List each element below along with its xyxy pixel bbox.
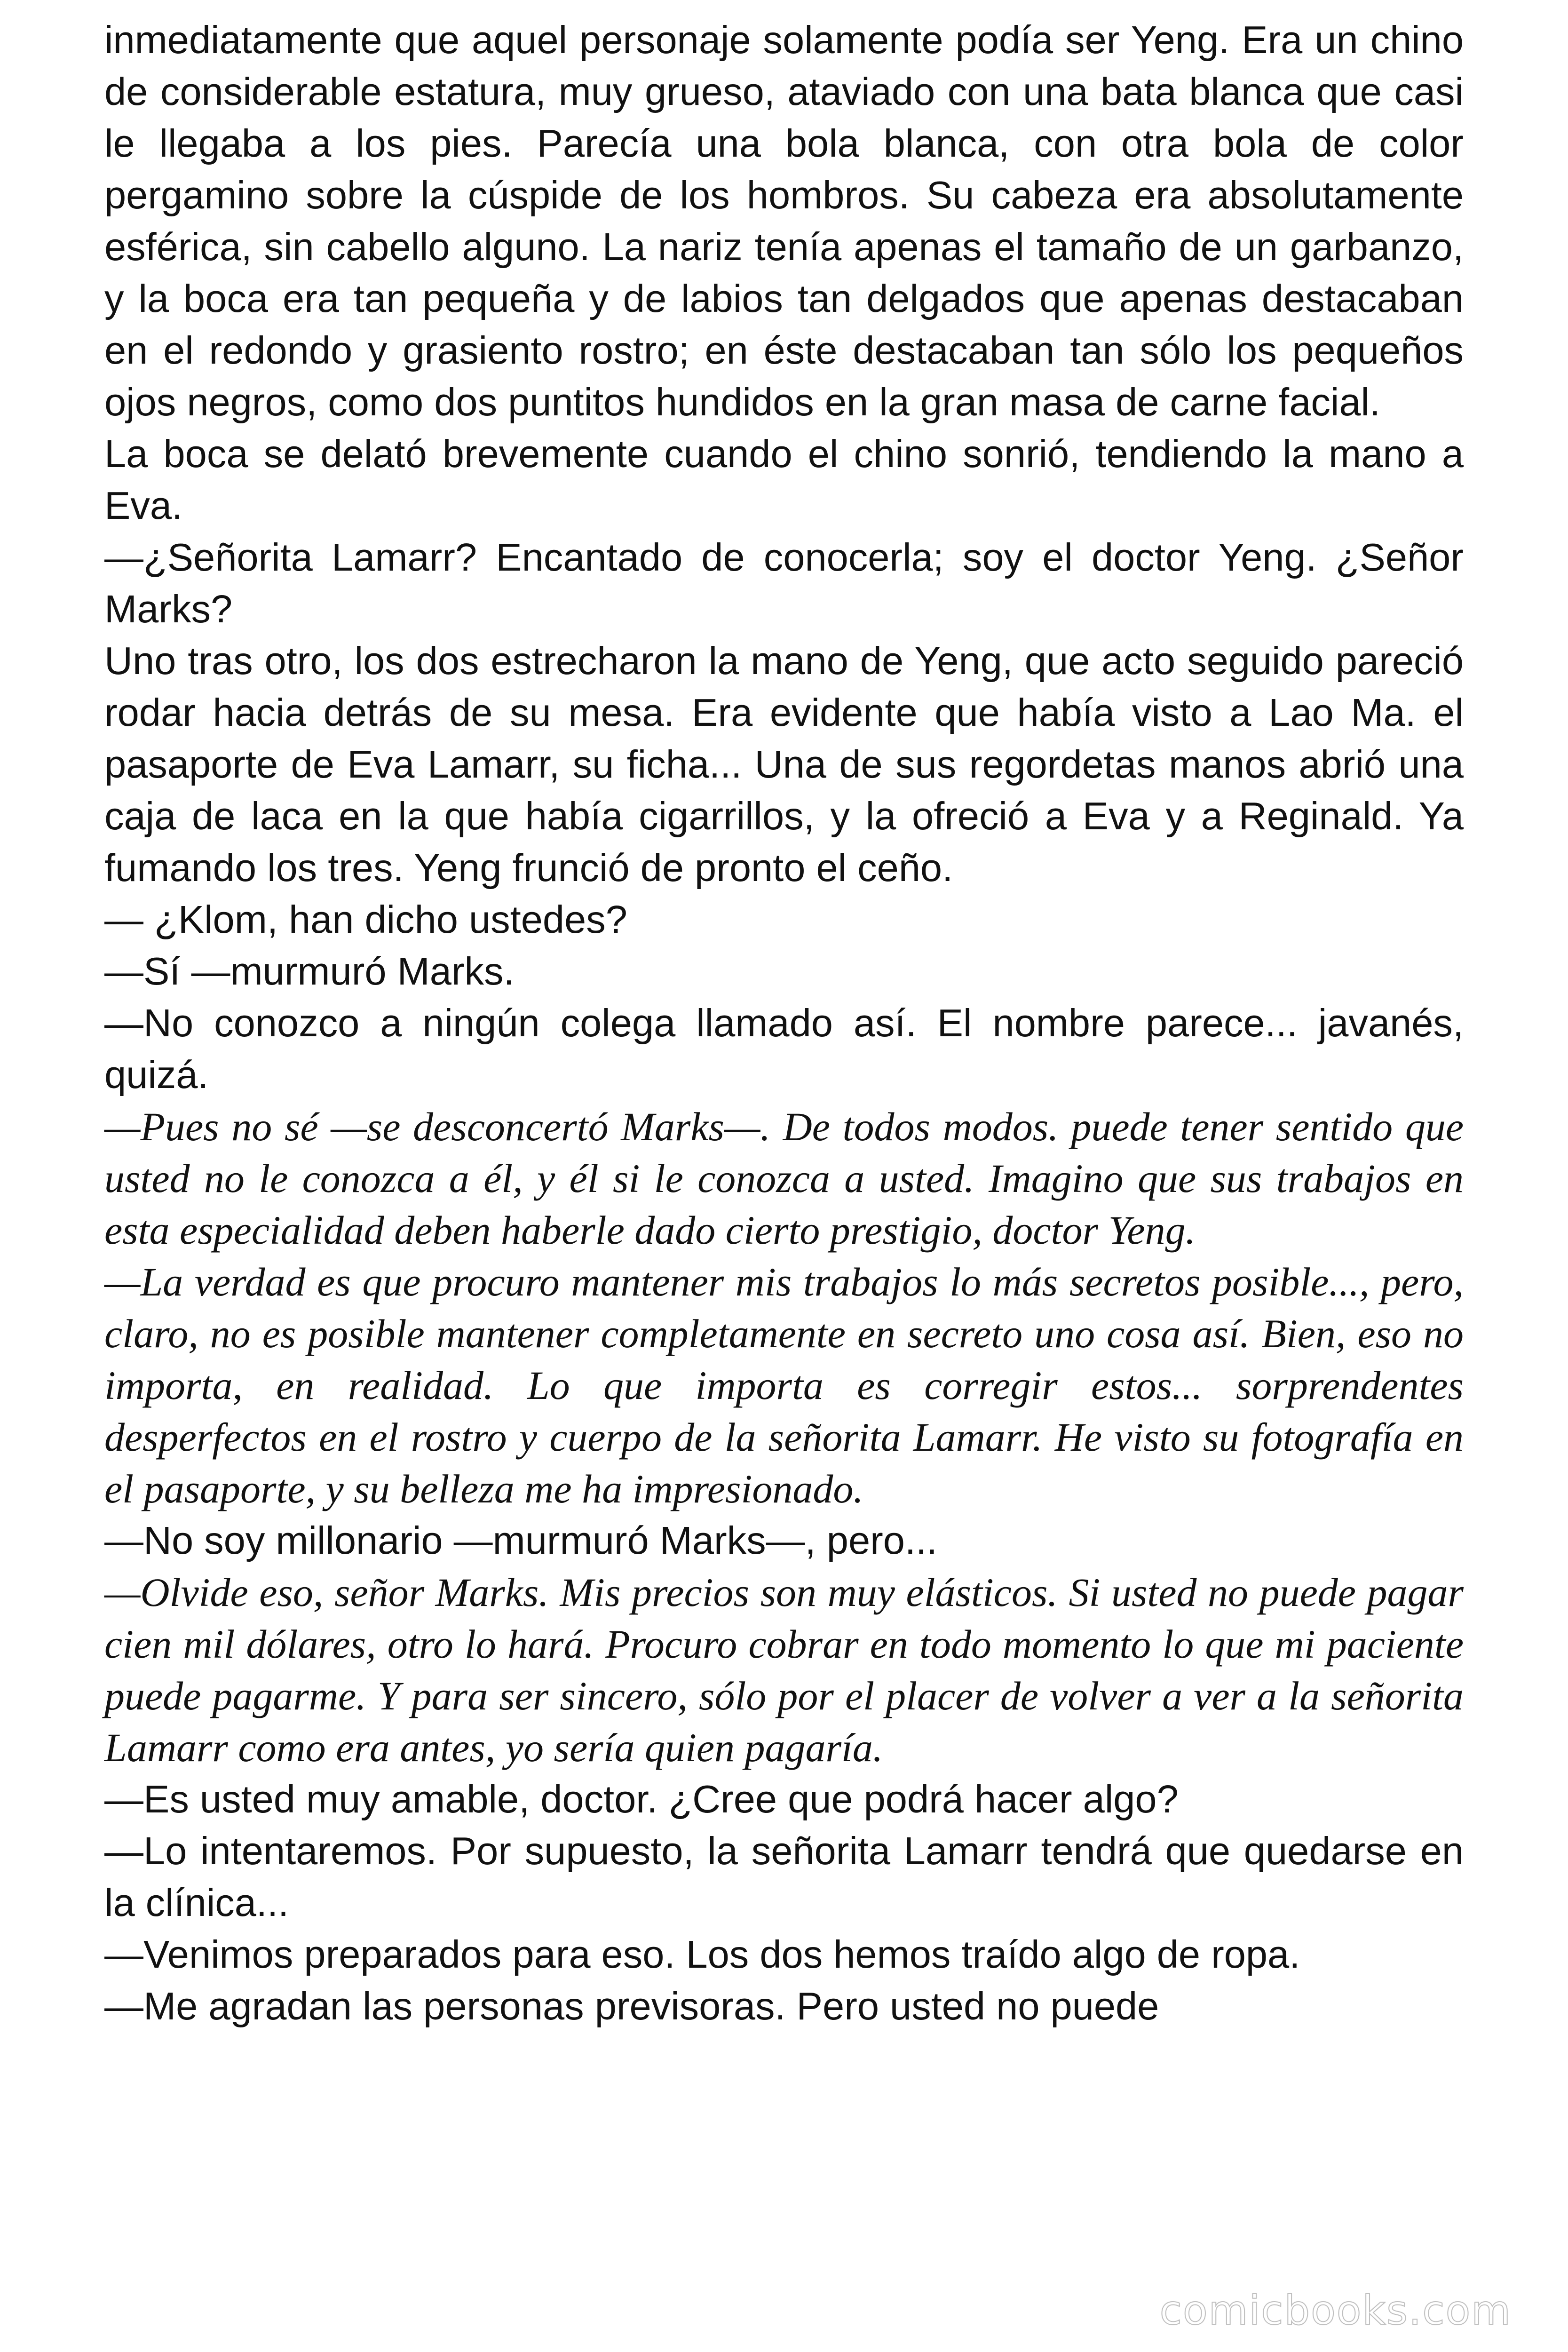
paragraph: —Olvide eso, señor Marks. Mis precios son muy elásticos. Si usted no puede pagar cien mil dólares, otro lo hará. Procuro cobrar en todo momento lo que mi paciente puede pagarme. Y para ser sincero, sólo por el placer de volver a ver a la señorita Lamarr como era antes, yo sería quien pagaría. <box>104 1570 1464 1770</box>
paragraph: —Pues no sé —se desconcertó Marks—. De todos modos. puede tener sentido que usted no le conozca a él, y él si le conozca a usted. Imagino que sus trabajos en esta especialidad deben haberle dado cierto prestigio, doctor Yeng. <box>104 1104 1464 1253</box>
paragraph: —Es usted muy amable, doctor. ¿Cree que podrá hacer algo? <box>104 1777 1179 1821</box>
paragraph: —Sí —murmuró Marks. <box>104 949 515 993</box>
paragraph: Uno tras otro, los dos estrecharon la mano de Yeng, que acto seguido pareció rodar hacia detrás de su mesa. Era evidente que había visto a Lao Ma. el pasaporte de Eva Lamarr, su ficha... Una de sus regordetas manos abrió una caja de laca en la que había cigarrillos, y la ofreció a Eva y a Reginald. Ya fumando los tres. Yeng frunció de pronto el ceño. <box>104 639 1464 890</box>
paragraph: — ¿Klom, han dicho ustedes? <box>104 898 627 941</box>
page-text <box>104 14 1464 2032</box>
paragraph: —No conozco a ningún colega llamado así. El nombre parece... javanés, quizá. <box>104 1001 1464 1097</box>
paragraph: —No soy millonario —murmuró Marks—, pero... <box>104 1518 938 1562</box>
paragraph: —Venimos preparados para eso. Los dos hemos traído algo de ropa. <box>104 1932 1300 1976</box>
watermark: comicbooks.com <box>1159 2287 1512 2334</box>
paragraph: inmediatamente que aquel personaje solamente podía ser Yeng. Era un chino de considerable estatura, muy grueso, ataviado con una bata blanca que casi le llegaba a los pies. Parecía una bola blanca, con otra bola de color pergamino sobre la cúspide de los hombros. Su cabeza era absolutamente esférica, sin cabello alguno. La nariz tenía apenas el tamaño de un garbanzo, y la boca era tan pequeña y de labios tan delgados que apenas destacaban en el redondo y grasiento rostro; en éste destacaban tan sólo los pequeños ojos negros, como dos puntitos hundidos en la gran masa de carne facial. <box>104 18 1464 424</box>
paragraph: —La verdad es que procuro mantener mis trabajos lo más secretos posible..., pero, claro, no es posible mantener completamente en secreto uno cosa así. Bien, eso no importa, en realidad. Lo que importa es corregir estos... sorprendentes desperfectos en el rostro y cuerpo de la señorita Lamarr. He visto su fotografía en el pasaporte, y su belleza me ha impresionado. <box>104 1259 1464 1511</box>
paragraph: —Me agradan las personas previsoras. Pero usted no puede <box>104 1984 1159 2028</box>
paragraph: La boca se delató brevemente cuando el chino sonrió, tendiendo la mano a Eva. <box>104 432 1464 527</box>
paragraph: —Lo intentaremos. Por supuesto, la señorita Lamarr tendrá que quedarse en la clínica... <box>104 1829 1464 1924</box>
paragraph: —¿Señorita Lamarr? Encantado de conocerla; soy el doctor Yeng. ¿Señor Marks? <box>104 535 1464 631</box>
